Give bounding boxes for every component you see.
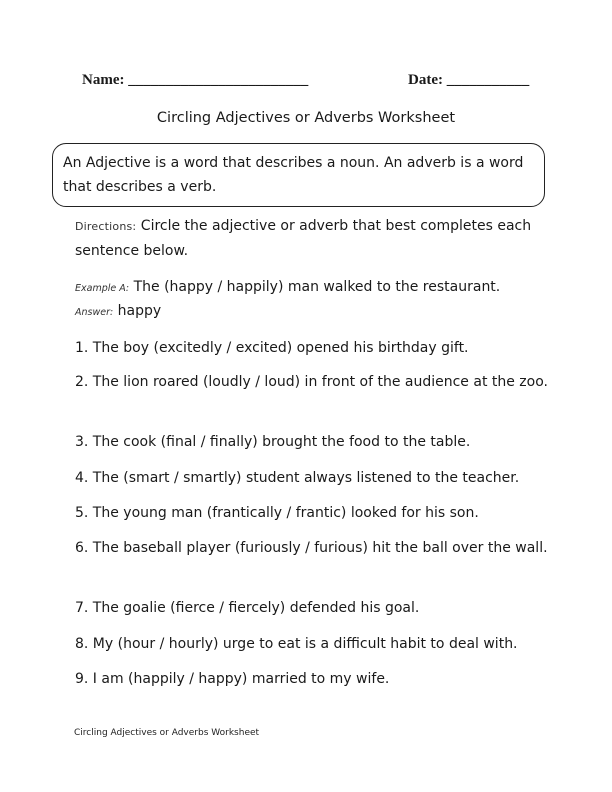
footer-text: Circling Adjectives or Adverbs Worksheet xyxy=(74,728,260,738)
definition-text: An Adjective is a word that describes a noun. An adverb is a word that describes a verb. xyxy=(63,155,524,195)
directions-text: Circle the adjective or adverb that best completes each sentence below. xyxy=(75,218,532,259)
worksheet-title: Circling Adjectives or Adverbs Worksheet xyxy=(156,110,456,126)
example-text: The (happy / happily) man walked to the restaurant. xyxy=(133,279,501,295)
answer-text: happy xyxy=(117,303,162,319)
example-answer xyxy=(75,301,555,323)
example-label: Example A: xyxy=(75,283,130,294)
definition-box xyxy=(52,143,545,207)
header-line xyxy=(0,72,612,92)
answer-label: Answer: xyxy=(75,307,114,318)
date-field-label: Date: ___________ xyxy=(408,72,530,88)
question-1: 1. The boy (excitedly / excited) opened his birthday gift. xyxy=(75,340,469,356)
question-4: 4. The (smart / smartly) student always listened to the teacher. xyxy=(75,470,520,486)
example xyxy=(75,275,555,301)
question-7: 7. The goalie (fierce / fiercely) defended his goal. xyxy=(75,600,420,616)
question-8: 8. My (hour / hourly) urge to eat is a difficult habit to deal with. xyxy=(75,636,518,652)
question-6: 6. The baseball player (furiously / furious) hit the ball over the wall. xyxy=(75,540,548,556)
directions xyxy=(75,214,555,264)
question-2: 2. The lion roared (loudly / loud) in front of the audience at the zoo. xyxy=(75,374,548,390)
name-field-label: Name: ________________________ xyxy=(82,72,309,88)
question-9: 9. I am (happily / happy) married to my wife. xyxy=(75,671,390,687)
question-3: 3. The cook (final / finally) brought the food to the table. xyxy=(75,434,471,450)
question-5: 5. The young man (frantically / frantic) looked for his son. xyxy=(75,505,479,521)
directions-label: Directions: xyxy=(75,220,137,233)
